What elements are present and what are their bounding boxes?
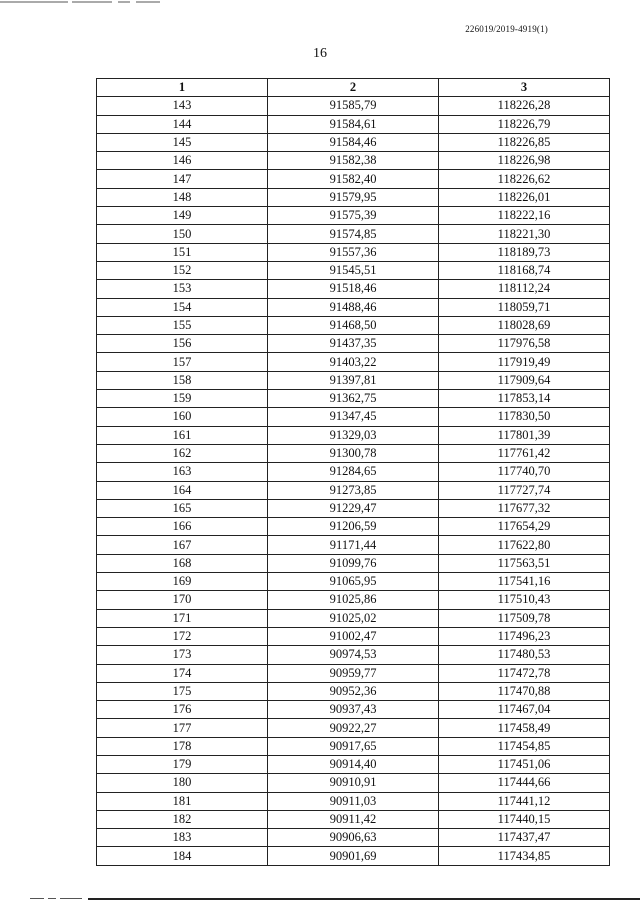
point-number-cell: 180: [97, 774, 268, 792]
y-coordinate-cell: 117470,88: [439, 682, 610, 700]
table-row: [97, 518, 610, 536]
x-coordinate-cell: 90911,42: [268, 810, 439, 828]
point-number-cell: 173: [97, 646, 268, 664]
point-number-cell: 155: [97, 316, 268, 334]
table-row: [97, 609, 610, 627]
x-coordinate-cell: 91099,76: [268, 554, 439, 572]
x-coordinate-cell: 91585,79: [268, 97, 439, 115]
table-row: [97, 701, 610, 719]
x-coordinate-cell: 91002,47: [268, 627, 439, 645]
x-coordinate-cell: 91488,46: [268, 298, 439, 316]
point-number-cell: 154: [97, 298, 268, 316]
x-coordinate-cell: 91584,61: [268, 115, 439, 133]
y-coordinate-cell: 118226,85: [439, 133, 610, 151]
point-number-cell: 148: [97, 188, 268, 206]
point-number-cell: 175: [97, 682, 268, 700]
y-coordinate-cell: 118221,30: [439, 225, 610, 243]
column-header-1: 1: [97, 79, 268, 97]
table-row: [97, 335, 610, 353]
point-number-cell: 169: [97, 573, 268, 591]
point-number-cell: 174: [97, 664, 268, 682]
table-row: [97, 829, 610, 847]
x-coordinate-cell: 90959,77: [268, 664, 439, 682]
x-coordinate-cell: 91584,46: [268, 133, 439, 151]
y-coordinate-cell: 118226,79: [439, 115, 610, 133]
y-coordinate-cell: 118222,16: [439, 207, 610, 225]
point-number-cell: 145: [97, 133, 268, 151]
x-coordinate-cell: 91582,38: [268, 152, 439, 170]
x-coordinate-cell: 91579,95: [268, 188, 439, 206]
table-row: [97, 371, 610, 389]
x-coordinate-cell: 91347,45: [268, 408, 439, 426]
table-row: [97, 847, 610, 865]
x-coordinate-cell: 91557,36: [268, 243, 439, 261]
y-coordinate-cell: 117740,70: [439, 463, 610, 481]
y-coordinate-cell: 117541,16: [439, 573, 610, 591]
x-coordinate-cell: 91229,47: [268, 499, 439, 517]
x-coordinate-cell: 91518,46: [268, 280, 439, 298]
y-coordinate-cell: 117458,49: [439, 719, 610, 737]
point-number-cell: 161: [97, 426, 268, 444]
y-coordinate-cell: 117727,74: [439, 481, 610, 499]
point-number-cell: 177: [97, 719, 268, 737]
table-row: [97, 664, 610, 682]
point-number-cell: 146: [97, 152, 268, 170]
table-row: [97, 115, 610, 133]
point-number-cell: 181: [97, 792, 268, 810]
table-row: [97, 444, 610, 462]
table-row: [97, 316, 610, 334]
x-coordinate-cell: 91575,39: [268, 207, 439, 225]
table-row: [97, 627, 610, 645]
table-row: [97, 573, 610, 591]
table-row: [97, 426, 610, 444]
point-number-cell: 151: [97, 243, 268, 261]
point-number-cell: 178: [97, 737, 268, 755]
y-coordinate-cell: 117444,66: [439, 774, 610, 792]
point-number-cell: 150: [97, 225, 268, 243]
y-coordinate-cell: 117434,85: [439, 847, 610, 865]
y-coordinate-cell: 117909,64: [439, 371, 610, 389]
y-coordinate-cell: 118189,73: [439, 243, 610, 261]
x-coordinate-cell: 91362,75: [268, 390, 439, 408]
scan-artifact-top: [0, 0, 170, 5]
table-row: [97, 390, 610, 408]
point-number-cell: 168: [97, 554, 268, 572]
x-coordinate-cell: 91206,59: [268, 518, 439, 536]
point-number-cell: 163: [97, 463, 268, 481]
y-coordinate-cell: 117441,12: [439, 792, 610, 810]
x-coordinate-cell: 91545,51: [268, 261, 439, 279]
table-row: [97, 243, 610, 261]
x-coordinate-cell: 91329,03: [268, 426, 439, 444]
table-row: [97, 554, 610, 572]
y-coordinate-cell: 117510,43: [439, 591, 610, 609]
point-number-cell: 160: [97, 408, 268, 426]
y-coordinate-cell: 117509,78: [439, 609, 610, 627]
x-coordinate-cell: 90901,69: [268, 847, 439, 865]
y-coordinate-cell: 117480,53: [439, 646, 610, 664]
table-row: [97, 682, 610, 700]
x-coordinate-cell: 91025,86: [268, 591, 439, 609]
point-number-cell: 147: [97, 170, 268, 188]
y-coordinate-cell: 117919,49: [439, 353, 610, 371]
table-row: [97, 261, 610, 279]
table-header-row: [97, 79, 610, 97]
table-row: [97, 408, 610, 426]
column-header-2: 2: [268, 79, 439, 97]
table-row: [97, 225, 610, 243]
y-coordinate-cell: 117830,50: [439, 408, 610, 426]
table-row: [97, 646, 610, 664]
y-coordinate-cell: 117853,14: [439, 390, 610, 408]
y-coordinate-cell: 117622,80: [439, 536, 610, 554]
point-number-cell: 152: [97, 261, 268, 279]
x-coordinate-cell: 90910,91: [268, 774, 439, 792]
point-number-cell: 157: [97, 353, 268, 371]
table-row: [97, 536, 610, 554]
x-coordinate-cell: 91171,44: [268, 536, 439, 554]
x-coordinate-cell: 90974,53: [268, 646, 439, 664]
x-coordinate-cell: 91468,50: [268, 316, 439, 334]
x-coordinate-cell: 90911,03: [268, 792, 439, 810]
point-number-cell: 159: [97, 390, 268, 408]
point-number-cell: 179: [97, 755, 268, 773]
point-number-cell: 170: [97, 591, 268, 609]
point-number-cell: 183: [97, 829, 268, 847]
x-coordinate-cell: 91574,85: [268, 225, 439, 243]
y-coordinate-cell: 118028,69: [439, 316, 610, 334]
table-row: [97, 737, 610, 755]
y-coordinate-cell: 118059,71: [439, 298, 610, 316]
table-row: [97, 755, 610, 773]
x-coordinate-cell: 91397,81: [268, 371, 439, 389]
page-number: 16: [313, 46, 327, 61]
table-row: [97, 298, 610, 316]
y-coordinate-cell: 117454,85: [439, 737, 610, 755]
y-coordinate-cell: 118226,62: [439, 170, 610, 188]
point-number-cell: 149: [97, 207, 268, 225]
y-coordinate-cell: 118226,98: [439, 152, 610, 170]
x-coordinate-cell: 90906,63: [268, 829, 439, 847]
document-id: 226019/2019-4919(1): [465, 24, 548, 34]
x-coordinate-cell: 91300,78: [268, 444, 439, 462]
point-number-cell: 164: [97, 481, 268, 499]
point-number-cell: 184: [97, 847, 268, 865]
table-row: [97, 207, 610, 225]
x-coordinate-cell: 90952,36: [268, 682, 439, 700]
table-row: [97, 774, 610, 792]
y-coordinate-cell: 117472,78: [439, 664, 610, 682]
point-number-cell: 144: [97, 115, 268, 133]
y-coordinate-cell: 118226,01: [439, 188, 610, 206]
coordinates-table: [96, 78, 610, 866]
table-row: [97, 499, 610, 517]
y-coordinate-cell: 117654,29: [439, 518, 610, 536]
table-row: [97, 719, 610, 737]
y-coordinate-cell: 117451,06: [439, 755, 610, 773]
x-coordinate-cell: 90914,40: [268, 755, 439, 773]
point-number-cell: 182: [97, 810, 268, 828]
point-number-cell: 158: [97, 371, 268, 389]
point-number-cell: 162: [97, 444, 268, 462]
table-row: [97, 97, 610, 115]
x-coordinate-cell: 90937,43: [268, 701, 439, 719]
scan-artifact-bottom: [0, 895, 640, 905]
y-coordinate-cell: 118168,74: [439, 261, 610, 279]
x-coordinate-cell: 90922,27: [268, 719, 439, 737]
table-body: [97, 97, 610, 865]
y-coordinate-cell: 117467,04: [439, 701, 610, 719]
point-number-cell: 176: [97, 701, 268, 719]
table-row: [97, 152, 610, 170]
y-coordinate-cell: 117976,58: [439, 335, 610, 353]
y-coordinate-cell: 117437,47: [439, 829, 610, 847]
x-coordinate-cell: 91437,35: [268, 335, 439, 353]
point-number-cell: 171: [97, 609, 268, 627]
point-number-cell: 165: [97, 499, 268, 517]
point-number-cell: 167: [97, 536, 268, 554]
x-coordinate-cell: 90917,65: [268, 737, 439, 755]
y-coordinate-cell: 117761,42: [439, 444, 610, 462]
y-coordinate-cell: 117440,15: [439, 810, 610, 828]
table-row: [97, 481, 610, 499]
table-row: [97, 280, 610, 298]
x-coordinate-cell: 91284,65: [268, 463, 439, 481]
y-coordinate-cell: 118226,28: [439, 97, 610, 115]
table-row: [97, 463, 610, 481]
point-number-cell: 172: [97, 627, 268, 645]
x-coordinate-cell: 91065,95: [268, 573, 439, 591]
column-header-3: 3: [439, 79, 610, 97]
table-row: [97, 133, 610, 151]
y-coordinate-cell: 118112,24: [439, 280, 610, 298]
point-number-cell: 143: [97, 97, 268, 115]
table-row: [97, 188, 610, 206]
x-coordinate-cell: 91025,02: [268, 609, 439, 627]
table-row: [97, 810, 610, 828]
table-row: [97, 591, 610, 609]
x-coordinate-cell: 91582,40: [268, 170, 439, 188]
y-coordinate-cell: 117496,23: [439, 627, 610, 645]
table-row: [97, 170, 610, 188]
table-row: [97, 353, 610, 371]
x-coordinate-cell: 91273,85: [268, 481, 439, 499]
x-coordinate-cell: 91403,22: [268, 353, 439, 371]
y-coordinate-cell: 117563,51: [439, 554, 610, 572]
table-row: [97, 792, 610, 810]
point-number-cell: 156: [97, 335, 268, 353]
y-coordinate-cell: 117801,39: [439, 426, 610, 444]
point-number-cell: 153: [97, 280, 268, 298]
point-number-cell: 166: [97, 518, 268, 536]
y-coordinate-cell: 117677,32: [439, 499, 610, 517]
